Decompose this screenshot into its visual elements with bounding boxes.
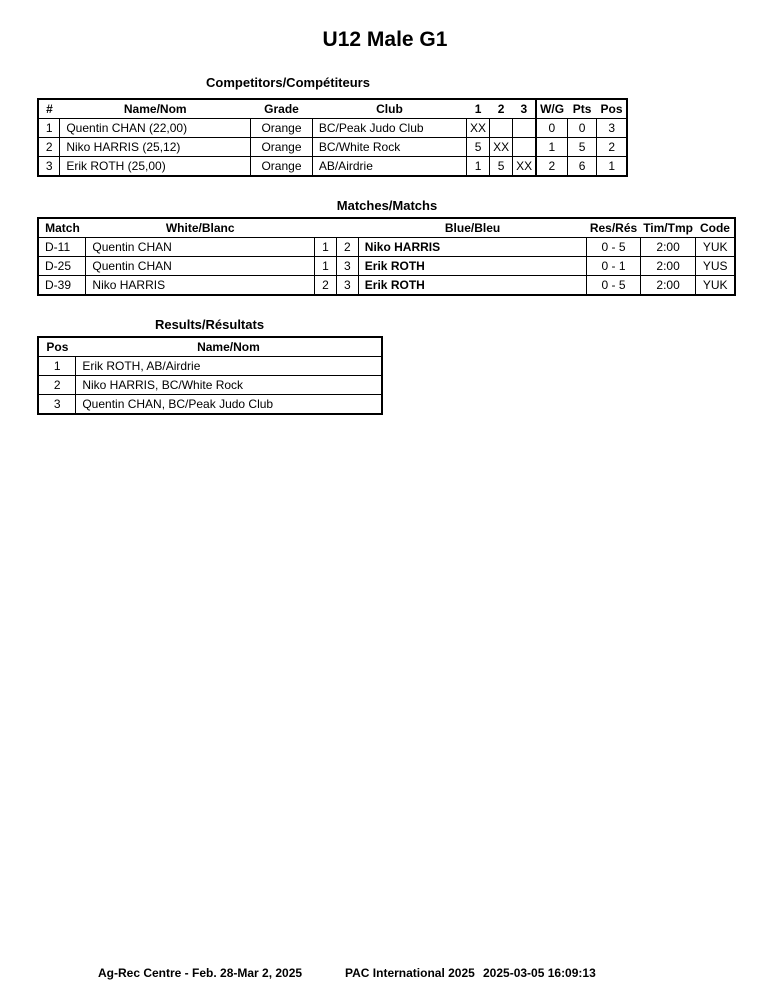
table-row xyxy=(38,138,627,157)
blue-number: 2 xyxy=(336,238,358,257)
match-code: YUS xyxy=(696,257,735,276)
blue-number: 3 xyxy=(336,276,358,296)
competitor-points: 0 xyxy=(567,119,597,138)
result-name: Erik ROTH, AB/Airdrie xyxy=(76,357,382,376)
white-number: 1 xyxy=(314,238,336,257)
match-id: D-39 xyxy=(38,276,86,296)
score-vs-3: XX xyxy=(513,157,537,177)
white-number: 2 xyxy=(314,276,336,296)
blue-competitor: Niko HARRIS xyxy=(358,238,587,257)
result-position: 2 xyxy=(38,376,76,395)
result-name: Niko HARRIS, BC/White Rock xyxy=(76,376,382,395)
competitor-number: 2 xyxy=(38,138,60,157)
match-code: YUK xyxy=(696,238,735,257)
matches-header-row xyxy=(38,218,735,238)
footer-event: PAC International 2025 xyxy=(345,966,475,980)
score-vs-1: XX xyxy=(467,119,490,138)
match-result: 0 - 5 xyxy=(587,276,640,296)
table-row xyxy=(38,395,382,415)
result-name: Quentin CHAN, BC/Peak Judo Club xyxy=(76,395,382,415)
competitor-position: 1 xyxy=(597,157,627,177)
col-position: Pos xyxy=(46,340,69,354)
table-row xyxy=(38,357,382,376)
white-number: 1 xyxy=(314,257,336,276)
col-position: Pos xyxy=(600,102,623,116)
col-bout-1: 1 xyxy=(474,102,482,116)
table-row xyxy=(38,157,627,177)
blue-number: 3 xyxy=(336,257,358,276)
col-name: Name/Nom xyxy=(197,340,260,354)
score-vs-2 xyxy=(490,119,513,138)
competitor-name: Erik ROTH (25,00) xyxy=(60,157,251,177)
score-vs-1: 5 xyxy=(467,138,490,157)
col-name: Name/Nom xyxy=(123,102,187,116)
col-result: Res/Rés xyxy=(589,221,638,235)
page-title: U12 Male G1 xyxy=(322,28,448,51)
competitor-points: 5 xyxy=(567,138,597,157)
col-code: Code xyxy=(699,221,730,235)
match-time: 2:00 xyxy=(640,257,696,276)
match-result: 0 - 1 xyxy=(587,257,640,276)
col-wins: W/G xyxy=(536,99,567,119)
white-competitor: Quentin CHAN xyxy=(86,238,315,257)
matches-heading: Matches/Matchs xyxy=(336,198,438,213)
score-vs-1: 1 xyxy=(467,157,490,177)
competitor-name: Niko HARRIS (25,12) xyxy=(60,138,251,157)
competitor-club: BC/Peak Judo Club xyxy=(312,119,466,138)
table-row xyxy=(38,376,382,395)
col-bout-2: 2 xyxy=(497,102,505,116)
col-bout-3: 3 xyxy=(520,102,528,116)
col-blue: Blue/Bleu xyxy=(444,221,501,235)
competitors-heading: Competitors/Compétiteurs xyxy=(206,75,370,90)
competitor-position: 2 xyxy=(597,138,627,157)
match-id: D-25 xyxy=(38,257,86,276)
competitor-wins: 1 xyxy=(536,138,567,157)
matches-table xyxy=(37,217,736,296)
col-time: Tim/Tmp xyxy=(643,221,693,235)
white-competitor: Niko HARRIS xyxy=(86,276,315,296)
footer-timestamp: 2025-03-05 16:09:13 xyxy=(483,966,596,980)
competitor-number: 3 xyxy=(38,157,60,177)
col-points: Pts xyxy=(572,102,592,116)
competitors-table xyxy=(37,98,628,177)
competitor-name: Quentin CHAN (22,00) xyxy=(60,119,251,138)
table-row xyxy=(38,238,735,257)
footer-venue: Ag-Rec Centre - Feb. 28-Mar 2, 2025 xyxy=(98,966,303,980)
table-row xyxy=(38,276,735,296)
table-row xyxy=(38,119,627,138)
match-code: YUK xyxy=(696,276,735,296)
match-time: 2:00 xyxy=(640,238,696,257)
col-grade: Grade xyxy=(264,102,299,116)
col-number: # xyxy=(46,102,53,116)
blue-competitor: Erik ROTH xyxy=(358,257,587,276)
match-time: 2:00 xyxy=(640,276,696,296)
result-position: 1 xyxy=(38,357,76,376)
competitors-header-row xyxy=(38,99,627,119)
results-heading: Results/Résultats xyxy=(154,317,265,332)
blue-competitor: Erik ROTH xyxy=(358,276,587,296)
competitor-club: AB/Airdrie xyxy=(312,157,466,177)
competitor-grade: Orange xyxy=(251,119,313,138)
competitor-grade: Orange xyxy=(251,157,313,177)
score-vs-3 xyxy=(513,119,537,138)
competitor-points: 6 xyxy=(567,157,597,177)
match-id: D-11 xyxy=(38,238,86,257)
white-competitor: Quentin CHAN xyxy=(86,257,315,276)
competitor-grade: Orange xyxy=(251,138,313,157)
competitor-number: 1 xyxy=(38,119,60,138)
competitor-wins: 0 xyxy=(536,119,567,138)
table-row xyxy=(38,257,735,276)
col-club: Club xyxy=(376,102,403,116)
col-match: Match xyxy=(45,221,80,235)
competitor-position: 3 xyxy=(597,119,627,138)
col-white: White/Blanc xyxy=(165,221,235,235)
result-position: 3 xyxy=(38,395,76,415)
score-vs-2: 5 xyxy=(490,157,513,177)
score-vs-2: XX xyxy=(490,138,513,157)
competitor-club: BC/White Rock xyxy=(312,138,466,157)
results-header-row xyxy=(38,337,382,357)
match-result: 0 - 5 xyxy=(587,238,640,257)
results-table xyxy=(37,336,383,415)
competitor-wins: 2 xyxy=(536,157,567,177)
score-vs-3 xyxy=(513,138,537,157)
